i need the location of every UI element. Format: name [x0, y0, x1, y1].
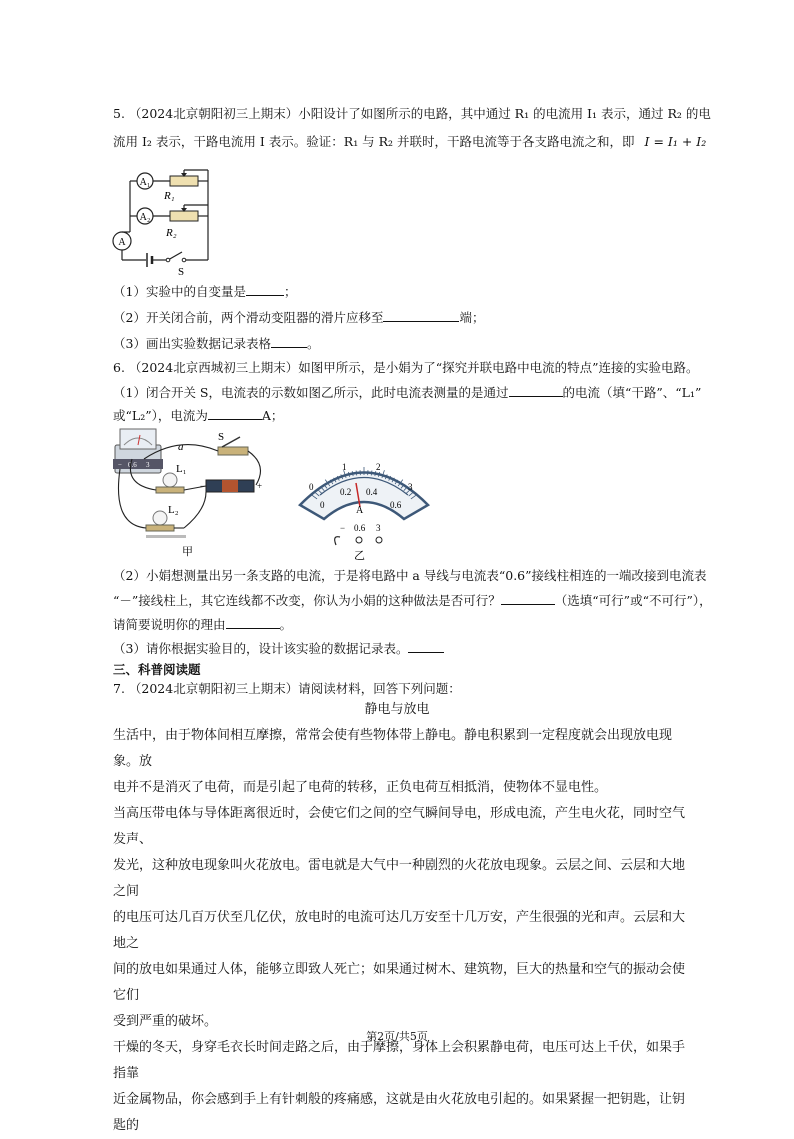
q7-p2-line5: 受到严重的破坏。	[113, 1009, 685, 1035]
q5-sub2	[113, 308, 484, 327]
q6-sub1-blank2[interactable]	[208, 406, 262, 420]
q6-sub1-blank1[interactable]	[509, 383, 563, 397]
page-footer: 第2页/共5页	[0, 1028, 794, 1044]
section3-heading: 三、科普阅读题	[113, 661, 201, 679]
q7-passage	[113, 723, 685, 1139]
fig-yi-meter	[292, 455, 437, 565]
q6-sub3-blank[interactable]	[408, 639, 444, 653]
q7-p2-line4: 间的放电如果通过人体，能够立即致人死亡；如果通过树木、建筑物，巨大的热量和空气的振动会使它们	[113, 957, 685, 1009]
q5-sub2-text: （2）开关闭合前，两个滑动变阻器的滑片应移至	[113, 310, 383, 325]
q5-sub3-text: （3）画出实验数据记录表格	[113, 336, 271, 351]
q5-sub1-blank[interactable]	[246, 282, 284, 296]
bulb-l1-icon	[163, 473, 177, 487]
meter-unit: A	[356, 505, 364, 516]
top-scale-3: 3	[408, 482, 413, 492]
q5-sub1	[113, 282, 296, 301]
device-minus-label: −	[118, 461, 122, 469]
q6-sub2-blank1[interactable]	[501, 591, 555, 605]
rheostat-r1-icon	[170, 176, 198, 186]
q6-sub1-line2	[113, 406, 283, 425]
q5-sub2-end: 端；	[459, 310, 484, 325]
q6-sub1-line1	[113, 383, 701, 402]
q5-formula: I = I₁ + I₂	[645, 134, 707, 149]
top-scale-2: 2	[376, 462, 381, 472]
q7-p1-line2: 电并不是消灭了电荷，而是引起了电荷的转移，正负电荷互相抵消，使物体不显电性。	[113, 775, 685, 801]
terminal-06-label: 0.6	[354, 523, 366, 533]
q5-stem-line1: 5. （2024北京朝阳初三上期末）小阳设计了如图所示的电路，其中通过 R₁ 的电流用 I₁ 表示，通过 R₂ 的电	[113, 105, 711, 123]
switch-label: S	[178, 266, 184, 278]
switch-device-icon	[218, 447, 248, 455]
q6-sub1-text3: 或“L₂”），电流为	[113, 408, 208, 423]
q5-sub1-text: （1）实验中的自变量是	[113, 284, 246, 299]
ammeter-device-icon	[120, 429, 156, 449]
terminal-wire-icon	[335, 537, 340, 545]
r2-label: R₂	[165, 227, 177, 239]
bottom-scale-0: 0	[320, 500, 325, 510]
device-06-label: 0.6	[128, 461, 137, 469]
q5-sub1-end: ；	[284, 284, 297, 299]
q7-p1-line1: 生活中，由于物体间相互摩擦，常常会使有些物体带上静电。静电积累到一定程度就会出现放电现象。放	[113, 723, 685, 775]
battery-plus: +	[257, 481, 262, 491]
terminal-minus-label: −	[340, 523, 345, 533]
top-scale-0: 0	[309, 482, 314, 492]
top-scale-1: 1	[342, 462, 347, 472]
q5-sub3-blank[interactable]	[271, 334, 307, 348]
q7-p3-line1: 干燥的冬天，身穿毛衣长时间走路之后，由于摩擦，身体上会积累静电荷，电压可达上千伏，如果手指靠	[113, 1035, 685, 1087]
q6-sub2-text4: 。	[280, 617, 293, 632]
q6-sub2-line3	[113, 615, 292, 634]
q5-sub2-blank[interactable]	[383, 308, 459, 322]
q5-sub3-end: 。	[307, 336, 320, 351]
q7-p2-line1: 当高压带电体与导体距离很近时，会使它们之间的空气瞬间导电，形成电流，产生电火花，同时空气发声、	[113, 801, 685, 853]
bottom-scale-06: 0.6	[390, 500, 402, 510]
r1-label: R₁	[163, 190, 175, 202]
q6-sub2-blank2[interactable]	[226, 615, 280, 629]
q7-p2-line2: 发光，这种放电现象叫火花放电。雷电就是大气中一种剧烈的火花放电现象。云层之间、云层和大地之间	[113, 853, 685, 905]
terminal-3-label: 3	[376, 523, 381, 533]
q7-p2-line3: 的电压可达几百万伏至几亿伏，放电时的电流可达几万安至十几万安，产生很强的光和声。云层和大地之	[113, 905, 685, 957]
ammeter-a1-label: A₁	[140, 177, 151, 188]
fig-yi-caption: 乙	[354, 549, 365, 562]
q6-sub2-line2	[113, 591, 712, 610]
terminal-3-icon	[376, 537, 382, 543]
q6-sub2-text3: 请简要说明你的理由	[113, 617, 226, 632]
fig-jia-l2-label: L₂	[168, 504, 179, 516]
q5-stem-line2-text: 流用 I₂ 表示，干路电流用 I 表示。验证：R₁ 与 R₂ 并联时，干路电流等于各支路电流之和，即	[113, 134, 635, 149]
terminal-06-icon	[356, 537, 362, 543]
q7-stem: 7. （2024北京朝阳初三上期末）请阅读材料，回答下列问题：	[113, 680, 461, 698]
q5-circuit-diagram	[110, 160, 220, 280]
bottom-scale-02: 0.2	[340, 487, 351, 497]
fig-jia-switch-label: S	[218, 431, 224, 443]
bottom-scale-04: 0.4	[366, 487, 378, 497]
q7-title: 静电与放电	[0, 701, 794, 719]
q6-sub3-text: （3）请你根据实验目的，设计该实验的数据记录表。	[113, 641, 408, 656]
battery-minus: −	[200, 481, 205, 491]
fig-jia-caption: 甲	[182, 545, 193, 558]
ammeter-a2-label: A₂	[140, 212, 151, 223]
q6-sub2-text2: （选填“可行”或“不可行”），	[555, 593, 712, 608]
rheostat-r2-icon	[170, 211, 198, 221]
q5-stem-line2	[113, 133, 706, 151]
q5-sub3	[113, 334, 319, 353]
fig-jia-l1-label: L₁	[176, 463, 187, 475]
device-3-label: 3	[146, 461, 150, 469]
q6-stem: 6. （2024北京西城初三上期末）如图甲所示，是小娟为了“探究并联电路中电流的特点”连接的实验电路。	[113, 359, 699, 377]
q6-sub2-text1: “－”接线柱上，其它连线都不改变，你认为小娟的这种做法是否可行？	[113, 593, 501, 608]
bulb-l2-icon	[153, 511, 167, 525]
q6-sub1-text1: （1）闭合开关 S，电流表的示数如图乙所示，此时电流表测量的是通过	[113, 385, 509, 400]
q7-p3-line2: 近金属物品，你会感到手上有针刺般的疼痛感，这就是由火花放电引起的。如果紧握一把钥匙，让钥匙的	[113, 1087, 685, 1139]
q6-sub1-text2: 的电流（填“干路”、“L₁”	[563, 385, 702, 400]
q6-sub1-text4: A；	[262, 408, 284, 423]
fig-jia-wire-a-label: a	[178, 441, 184, 453]
fig-jia-circuit	[110, 425, 280, 560]
q6-sub3	[113, 639, 444, 658]
ammeter-a-label: A	[118, 237, 126, 248]
q6-sub2-line1: （2）小娟想测量出另一条支路的电流，于是将电路中 a 导线与电流表“0.6”接线柱相连的一端改接到电流表	[113, 567, 707, 585]
